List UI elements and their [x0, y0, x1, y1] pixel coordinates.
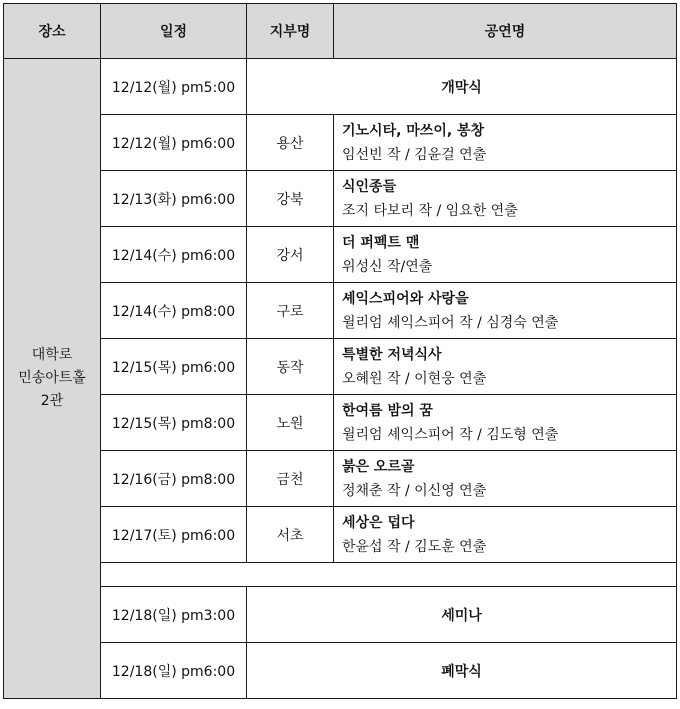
date-cell: 12/14(수) pm8:00: [101, 283, 247, 339]
date-cell: 12/17(토) pm6:00: [101, 507, 247, 563]
show-row: [4, 339, 677, 395]
header-venue: 장소: [4, 4, 101, 59]
date-cell: 12/15(목) pm6:00: [101, 339, 247, 395]
play-cell: [334, 283, 677, 339]
play-title: 기노시타, 마쓰이, 봉창: [342, 122, 485, 139]
date-cell: 12/13(화) pm6:00: [101, 171, 247, 227]
play-title: 식인종들: [342, 178, 397, 195]
show-row: [4, 115, 677, 171]
spacer-cell: [101, 563, 677, 587]
venue-line: 대학로: [31, 347, 73, 363]
play-title: 셰익스피어와 사랑을: [342, 290, 469, 307]
branch-cell: 동작: [247, 339, 334, 395]
play-title: 특별한 저녁식사: [342, 346, 442, 363]
branch-cell: 용산: [247, 115, 334, 171]
play-credit: 위성신 작/연출: [342, 258, 433, 275]
schedule-table: [3, 3, 677, 699]
header-date: 일정: [101, 4, 247, 59]
show-row: [4, 507, 677, 563]
header-branch: 지부명: [247, 4, 334, 59]
branch-cell: 구로: [247, 283, 334, 339]
venue-cell: [4, 59, 101, 699]
play-credit: 조지 타보리 작 / 임요한 연출: [342, 202, 518, 219]
branch-cell: 강북: [247, 171, 334, 227]
date-cell: 12/12(월) pm6:00: [101, 115, 247, 171]
branch-cell: 서초: [247, 507, 334, 563]
closing-title: 폐막식: [247, 643, 677, 699]
venue-line: 민송아트홀: [18, 370, 86, 386]
date-cell: 12/16(금) pm8:00: [101, 451, 247, 507]
show-row: [4, 171, 677, 227]
play-credit: 오혜원 작 / 이현웅 연출: [342, 370, 487, 387]
opening-title: 개막식: [247, 59, 677, 115]
seminar-title: 세미나: [247, 587, 677, 643]
header-title: 공연명: [334, 4, 677, 59]
branch-cell: 금천: [247, 451, 334, 507]
spacer-row: [4, 563, 677, 587]
seminar-row: [4, 587, 677, 643]
branch-cell: 노원: [247, 395, 334, 451]
branch-cell: 강서: [247, 227, 334, 283]
date-cell: 12/18(일) pm3:00: [101, 587, 247, 643]
date-cell: 12/18(일) pm6:00: [101, 643, 247, 699]
play-credit: 윌리엄 셰익스피어 작 / 심경숙 연출: [342, 314, 559, 331]
show-row: [4, 227, 677, 283]
date-cell: 12/12(월) pm5:00: [101, 59, 247, 115]
header-row: [4, 4, 677, 59]
play-title: 세상은 덥다: [342, 514, 415, 531]
play-credit: 윌리엄 셰익스피어 작 / 김도형 연출: [342, 426, 559, 443]
venue-line: 2관: [40, 393, 64, 409]
date-cell: 12/15(목) pm8:00: [101, 395, 247, 451]
play-cell: [334, 451, 677, 507]
play-cell: [334, 115, 677, 171]
show-row: [4, 451, 677, 507]
play-title: 한여름 밤의 꿈: [342, 402, 433, 419]
play-credit: 임선빈 작 / 김윤걸 연출: [342, 146, 487, 163]
play-credit: 정채춘 작 / 이신영 연출: [342, 482, 487, 499]
play-title: 더 퍼펙트 맨: [342, 234, 420, 251]
play-cell: [334, 339, 677, 395]
play-cell: [334, 171, 677, 227]
play-cell: [334, 395, 677, 451]
show-row: [4, 283, 677, 339]
play-credit: 한윤섭 작 / 김도훈 연출: [342, 538, 487, 555]
play-cell: [334, 227, 677, 283]
closing-row: [4, 643, 677, 699]
opening-row: [4, 59, 677, 115]
date-cell: 12/14(수) pm6:00: [101, 227, 247, 283]
play-title: 붉은 오르골: [342, 458, 415, 475]
play-cell: [334, 507, 677, 563]
show-row: [4, 395, 677, 451]
